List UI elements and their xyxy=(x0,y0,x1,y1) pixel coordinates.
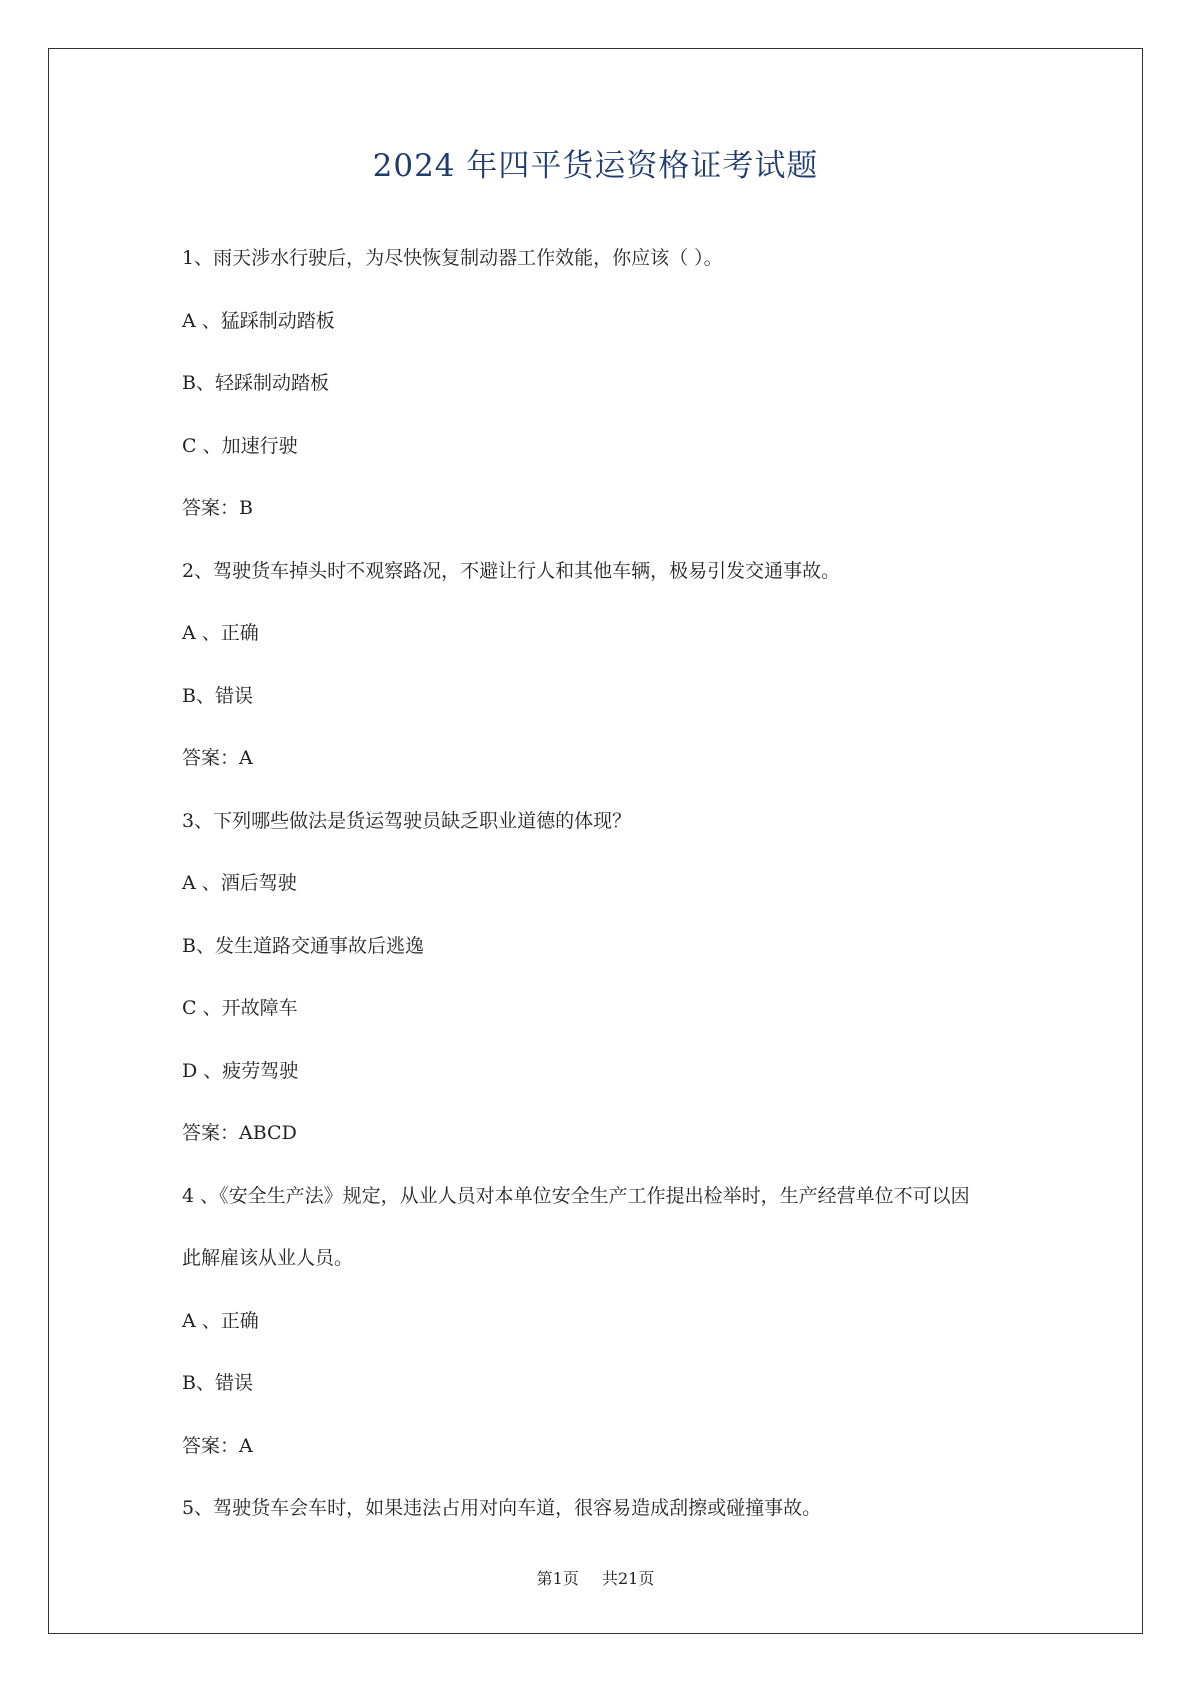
question-3-option-c: C 、开故障车 xyxy=(182,997,298,1019)
question-3-option-a: A 、酒后驾驶 xyxy=(182,872,297,894)
question-1-text: 1、雨天涉水行驶后，为尽快恢复制动器工作效能，你应该（ ）。 xyxy=(182,247,723,269)
question-4-text-line-2: 此解雇该从业人员。 xyxy=(182,1247,354,1269)
page-footer xyxy=(0,1566,1191,1589)
question-5-text: 5、驾驶货车会车时，如果违法占用对向车道，很容易造成刮擦或碰撞事故。 xyxy=(182,1497,822,1519)
question-1-option-b: B、轻踩制动踏板 xyxy=(182,372,329,394)
question-1-answer: 答案：B xyxy=(182,497,253,519)
question-3-option-d: D 、疲劳驾驶 xyxy=(182,1059,299,1082)
question-2-option-a: A 、正确 xyxy=(182,622,259,644)
question-4-text-line-1: 4 、《安全生产法》规定，从业人员对本单位安全生产工作提出检举时，生产经营单位不可以因 xyxy=(182,1184,970,1207)
question-4-option-b: B、错误 xyxy=(182,1372,253,1394)
page-number: 第1页 xyxy=(536,1569,579,1588)
question-3-answer: 答案：ABCD xyxy=(182,1122,297,1144)
question-3-option-b: B、发生道路交通事故后逃逸 xyxy=(182,934,424,957)
question-list xyxy=(182,244,1022,1557)
question-1-option-a: A 、猛踩制动踏板 xyxy=(182,309,335,332)
question-2-answer: 答案：A xyxy=(182,747,253,769)
question-3-text: 3、下列哪些做法是货运驾驶员缺乏职业道德的体现？ xyxy=(182,809,632,832)
page-title: 2024 年四平货运资格证考试题 xyxy=(372,148,819,184)
page-total: 共21页 xyxy=(601,1569,655,1588)
question-2-text: 2、驾驶货车掉头时不观察路况，不避让行人和其他车辆，极易引发交通事故。 xyxy=(182,559,841,582)
question-4-option-a: A 、正确 xyxy=(182,1309,259,1332)
question-1-option-c: C 、加速行驶 xyxy=(182,434,298,457)
question-2-option-b: B、错误 xyxy=(182,684,253,707)
question-4-answer: 答案：A xyxy=(182,1434,253,1457)
